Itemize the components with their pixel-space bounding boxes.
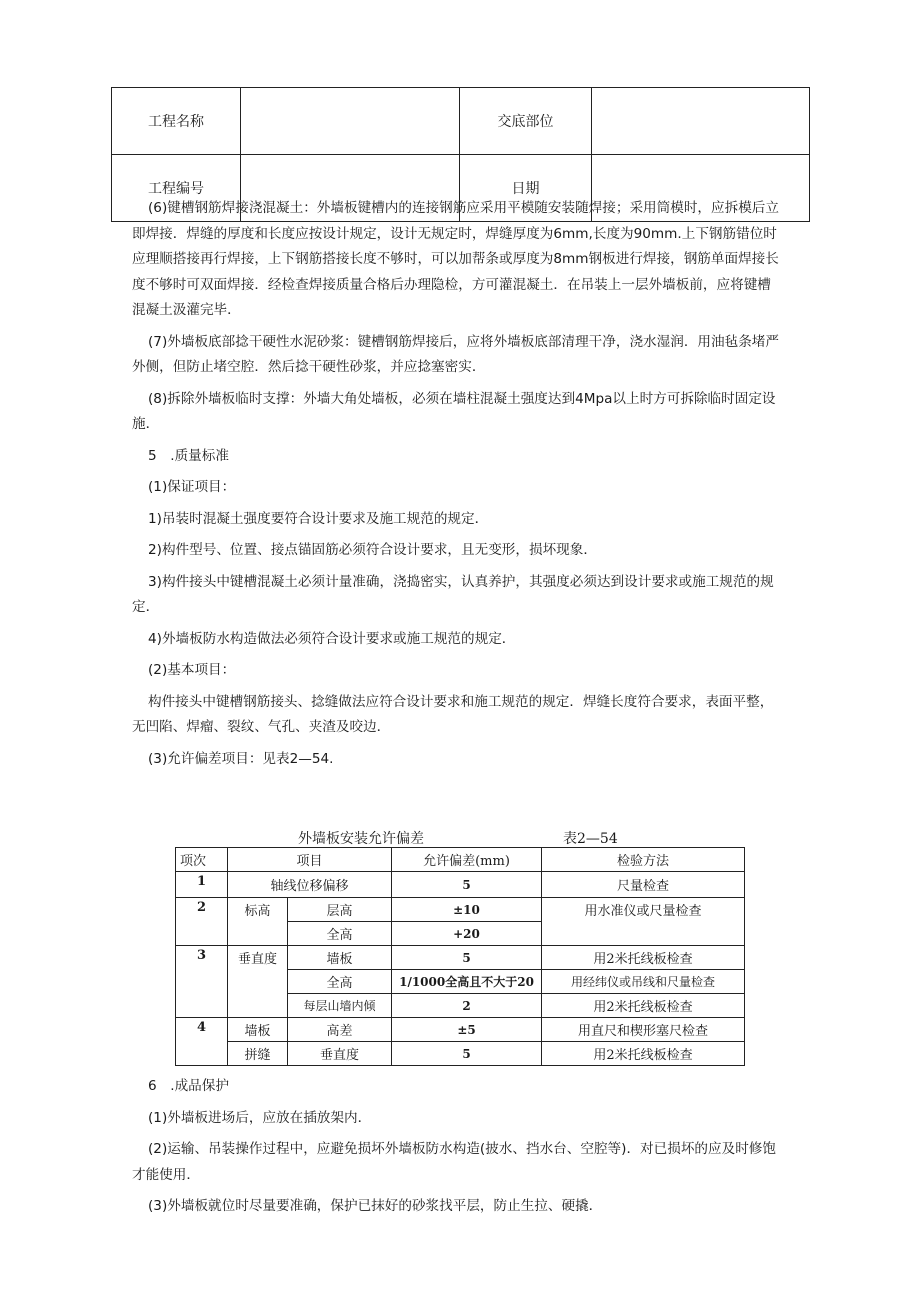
- col-header: 允许偏差(mm): [392, 848, 542, 872]
- table-row: [176, 1042, 745, 1066]
- row-tolerance: 5: [392, 946, 542, 970]
- row-method: 用2米托线板检查: [542, 946, 745, 970]
- row-tolerance: 5: [392, 872, 542, 898]
- handover-part-label: 交底部位: [460, 88, 592, 155]
- row-group: 墙板: [228, 1018, 288, 1042]
- row-number: 3: [176, 946, 228, 1018]
- section-heading: 5 .质量标准: [148, 447, 229, 464]
- body-text-2: [132, 1074, 780, 1220]
- row-method: 用2米托线板检查: [542, 1042, 745, 1066]
- row-group: 垂直度: [228, 946, 288, 1018]
- row-tolerance: 5: [392, 1042, 542, 1066]
- paragraph: 构件接头中键槽钢筋接头、捻缝做法应符合设计要求和施工规范的规定．焊缝长度符合要求，表面平整，无凹陷、焊瘤、裂纹、气孔、夹渣及咬边．: [132, 693, 774, 735]
- row-method: 尺量检查: [542, 872, 745, 898]
- col-header: 项目: [228, 848, 392, 872]
- row-subitem: 墙板: [288, 946, 392, 970]
- paragraph: (8)拆除外墙板临时支撑：外墙大角处墙板，必须在墙柱混凝土强度达到4Mpa以上时方可拆除临时固定设施．: [132, 390, 776, 432]
- row-method: 用2米托线板检查: [542, 994, 745, 1018]
- tolerance-table: [175, 847, 745, 1066]
- table-row: [176, 946, 745, 970]
- row-method: 用直尺和楔形塞尺检查: [542, 1018, 745, 1042]
- paragraph: 3)构件接头中键槽混凝土必须计量准确，浇捣密实，认真养护，其强度必须达到设计要求或施工规范的规定．: [132, 573, 774, 615]
- date-label: 日期: [460, 155, 592, 222]
- row-item: 轴线位移偏移: [228, 872, 392, 898]
- row-group: 拼缝: [228, 1042, 288, 1066]
- row-subitem: 每层山墙内倾: [288, 994, 392, 1018]
- col-header: 项次: [176, 848, 228, 872]
- table-header-row: [176, 848, 745, 872]
- paragraph: 2)构件型号、位置、接点锚固筋必须符合设计要求，且无变形，损坏现象．: [148, 542, 597, 558]
- row-tolerance: 1/1000全高且不大于20: [392, 970, 542, 994]
- row-number: 2: [176, 898, 228, 946]
- project-name-label: 工程名称: [112, 88, 241, 155]
- table-row: [176, 898, 745, 922]
- paragraph: (2)运输、吊装操作过程中，应避免损坏外墙板防水构造(披水、挡水台、空腔等)．对已损坏的应及时修饱才能使用．: [132, 1141, 776, 1183]
- paragraph: (3)外墙板就位时尽量要准确，保护已抹好的砂浆找平层，防止生拉、硬撬．: [148, 1198, 603, 1214]
- row-tolerance: 2: [392, 994, 542, 1018]
- paragraph: 1)吊装时混凝土强度要符合设计要求及施工规范的规定．: [148, 510, 489, 527]
- paragraph: 4)外墙板防水构造做法必须符合设计要求或施工规范的规定．: [148, 630, 516, 647]
- paragraph: (6)键槽钢筋焊接浇混凝土：外墙板键槽内的连接钢筋应采用平模随安装随焊接；采用筒模时，应拆模后立即焊接．焊缝的厚度和长度应按设计规定，设计无规定时，焊缝厚度为6mm,长度为90mm.上下钢筋错位时应理顺搭接再行焊接，上下钢筋搭接长度不够时，可以加帮条或厚度为8mm钢板进行焊接，钢筋单面焊接长度不够时可双面焊接．经检查焊接质量合格后办理隐检，方可灌混凝土．在吊装上一层外墙板前，应将键槽混凝土汲灌完毕．: [132, 200, 779, 318]
- row-number: 4: [176, 1018, 228, 1066]
- table-title: 外墙板安装允许偏差: [298, 831, 424, 847]
- paragraph: (1)保证项目：: [148, 479, 236, 495]
- table-row: [176, 1018, 745, 1042]
- paragraph: (1)外墙板进场后，应放在插放架内．: [148, 1109, 372, 1126]
- row-tolerance: ±5: [392, 1018, 542, 1042]
- row-subitem: 层高: [288, 898, 392, 922]
- row-tolerance: ±10: [392, 898, 542, 922]
- section-heading: 6 .成品保护: [148, 1078, 229, 1094]
- handover-part-value: [592, 88, 810, 155]
- row-subitem: 垂直度: [288, 1042, 392, 1066]
- project-no-label: 工程编号: [112, 155, 241, 222]
- row-subitem: 全高: [288, 922, 392, 946]
- row-tolerance: +20: [392, 922, 542, 946]
- paragraph: (2)基本项目：: [148, 662, 236, 678]
- col-header: 检验方法: [542, 848, 745, 872]
- body-text: [132, 196, 780, 772]
- row-number: 1: [176, 872, 228, 898]
- row-method: 用水准仪或尺量检查: [542, 898, 745, 946]
- table-number: 表2—54: [563, 831, 618, 847]
- paragraph: (7)外墙板底部捻干硬性水泥砂浆：键槽钢筋焊接后，应将外墙板底部清理干净，浇水湿润．用油毡条堵严外侧，但防止堵空腔．然后捻干硬性砂浆，并应捻塞密实．: [132, 333, 779, 375]
- row-subitem: 全高: [288, 970, 392, 994]
- row-subitem: 高差: [288, 1018, 392, 1042]
- paragraph: (3)允许偏差项目：见表2—54.: [148, 750, 334, 767]
- row-method: 用经纬仪或吊线和尺量检查: [542, 970, 745, 994]
- row-group: 标高: [228, 898, 288, 946]
- table-row: [176, 872, 745, 898]
- project-name-value: [241, 88, 460, 155]
